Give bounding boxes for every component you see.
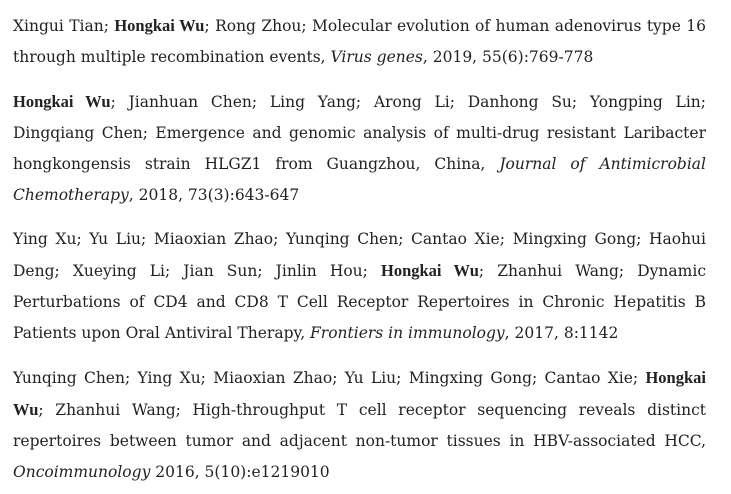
highlighted-author: Hongkai Wu xyxy=(13,92,111,111)
article-title: Dynamic Perturbations of CD4 and CD8 T Cell Receptor Repertoires in Chronic Hepatitis B Patients upon Oral Antiviral Therapy, xyxy=(13,262,706,342)
authors-before: Ying Xu; Yu Liu; Miaoxian Zhao; Yunqing Chen; Cantao Xie; Mingxing Gong; Haohui Deng; Xueying Li; Jian Sun; Jinlin Hou; xyxy=(13,230,706,280)
journal-name: Frontiers in immunology xyxy=(310,324,505,342)
reference-item xyxy=(13,10,706,73)
reference-item xyxy=(13,224,706,349)
article-title: Emergence and genomic analysis of multi-drug resistant Laribacter hongkongensis strain HLGZ1 from Guangzhou, China, xyxy=(13,124,706,173)
highlighted-author: Hongkai Wu xyxy=(13,368,706,419)
reference-item xyxy=(13,362,706,488)
citation-details: , 2018, 73(3):643-647 xyxy=(128,186,300,204)
article-title: Molecular evolution of human adenovirus type 16 through multiple recombination events, xyxy=(13,17,706,66)
authors-before: Yunqing Chen; Ying Xu; Miaoxian Zhao; Yu Liu; Mingxing Gong; Cantao Xie; xyxy=(13,369,646,387)
authors-before: Xingui Tian; xyxy=(13,17,115,35)
citation-details: , 2017, 8:1142 xyxy=(504,324,619,342)
article-title: High-throughput T cell receptor sequencing reveals distinct repertoires between tumor and adjacent non-tumor tissues in HBV-associated HCC, xyxy=(13,401,706,450)
citation-details: 2016, 5(10):e1219010 xyxy=(150,463,330,481)
authors-after: ; Jianhuan Chen; Ling Yang; Arong Li; Danhong Su; Yongping Lin; Dingqiang Chen; xyxy=(13,93,707,142)
reference-item xyxy=(13,86,706,211)
authors-after: ; Zhanhui Wang; xyxy=(478,262,638,280)
reference-list xyxy=(13,10,706,488)
highlighted-author: Hongkai Wu xyxy=(380,261,479,280)
authors-after: ; Rong Zhou; xyxy=(204,17,313,35)
highlighted-author: Hongkai Wu xyxy=(114,16,205,35)
journal-name: Journal of Antimicrobial Chemotherapy xyxy=(13,155,706,204)
journal-name: Virus genes xyxy=(330,48,423,66)
authors-after: ; Zhanhui Wang; xyxy=(38,401,193,419)
journal-name: Oncoimmunology xyxy=(13,463,151,481)
citation-details: , 2019, 55(6):769-778 xyxy=(422,48,594,66)
